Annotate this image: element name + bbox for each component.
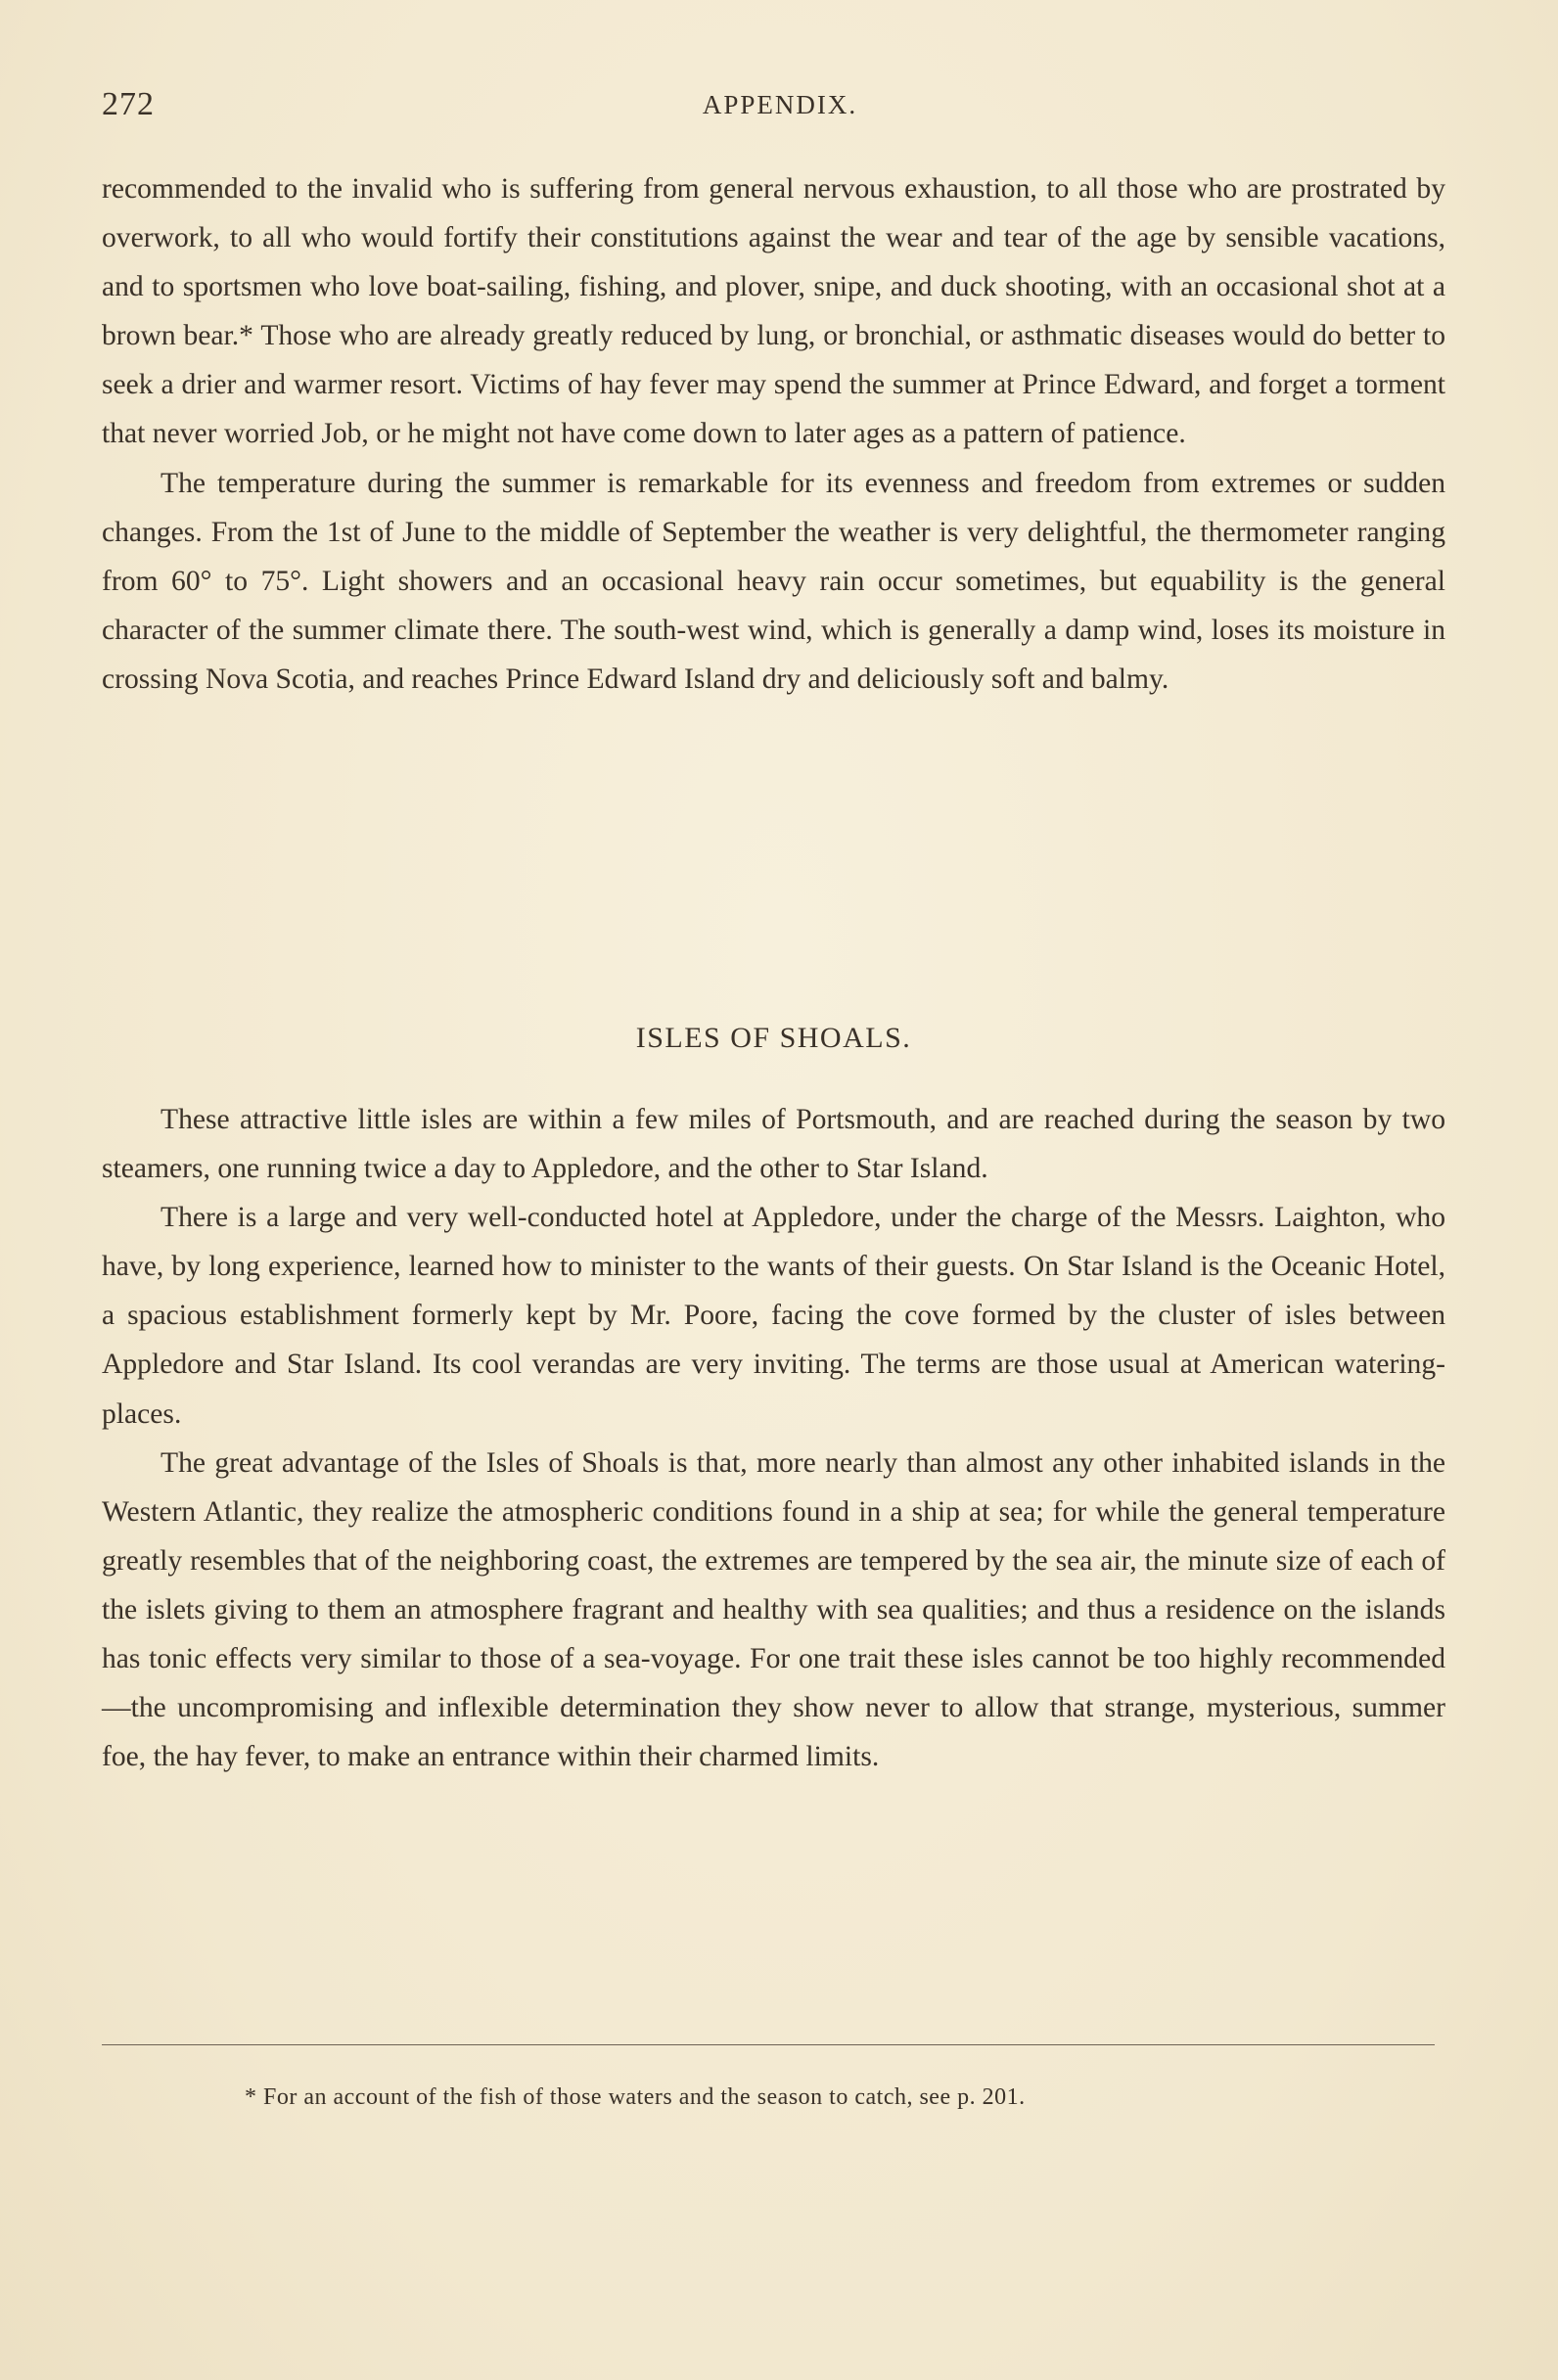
- page-header: [102, 86, 1458, 135]
- footnote-divider: [102, 2044, 1435, 2045]
- paragraph-temperature: The temperature during the summer is remarkable for its evenness and freedom from extremes or sudden changes. From the 1st of June to the middle of September the weather is very delightful, the thermometer ranging from 60° to 75°. Light showers and an occasional heavy rain occur sometimes, but equability is the general character of the summer climate there. The south-west wind, which is generally a damp wind, loses its moisture in crossing Nova Scotia, and reaches Prince Edward Island dry and deliciously soft and balmy.: [102, 467, 1445, 695]
- paragraph-advantage: The great advantage of the Isles of Shoals is that, more nearly than almost any other inhabited islands in the Western Atlantic, they realize the atmospheric conditions found in a ship at sea; for while the general temperature greatly resembles that of the neighboring coast, the extremes are tempered by the sea air, the minute size of each of the islets giving to them an atmosphere fragrant and healthy with sea qualities; and thus a residence on the islands has tonic effects very similar to those of a sea-voyage. For one trait these isles cannot be too highly recommended —the uncompromising and inflexible determination they show never to allow that strange, mysterious, summer foe, the hay fever, to make an entrance within their charmed limits.: [102, 1446, 1445, 1773]
- paragraph-continued: recommended to the invalid who is suffering from general nervous exhaustion, to all those who are prostrated by overwork, to all who would fortify their constitutions against the wear and tear of the age by sensible vacations, and to sportsmen who love boat-sailing, fishing, and plover, snipe, and duck shooting, with an occasional shot at a brown bear.* Those who are already greatly reduced by lung, or bronchial, or asthmatic diseases would do better to seek a drier and warmer resort. Victims of hay fever may spend the summer at Prince Edward, and forget a torment that never worried Job, or he might not have come down to later ages as a pattern of patience.: [102, 173, 1445, 450]
- paragraph-hotels: There is a large and very well-conducted hotel at Appledore, under the charge of the Messrs. Laighton, who have, by long experience, learned how to minister to the wants of their guests. On Star Island is the Oceanic Hotel, a spacious establishment formerly kept by Mr. Poore, facing the cove formed by the cluster of isles between Appledore and Star Island. Its cool verandas are very inviting. The terms are those usual at American watering-places.: [102, 1202, 1445, 1430]
- footnote: * For an account of the fish of those waters and the season to catch, see p. 201.: [245, 2084, 1026, 2110]
- section-heading-isles-of-shoals: ISLES OF SHOALS.: [635, 1022, 912, 1054]
- prince-edward-island-text: [102, 164, 1445, 704]
- page-number: 272: [102, 86, 155, 122]
- running-head: APPENDIX.: [702, 90, 858, 119]
- isles-of-shoals-text: [102, 1095, 1445, 1781]
- paragraph-attractive-isles: These attractive little isles are within a few miles of Portsmouth, and are reached during the season by two steamers, one running twice a day to Appledore, and the other to Star Island.: [102, 1104, 1445, 1185]
